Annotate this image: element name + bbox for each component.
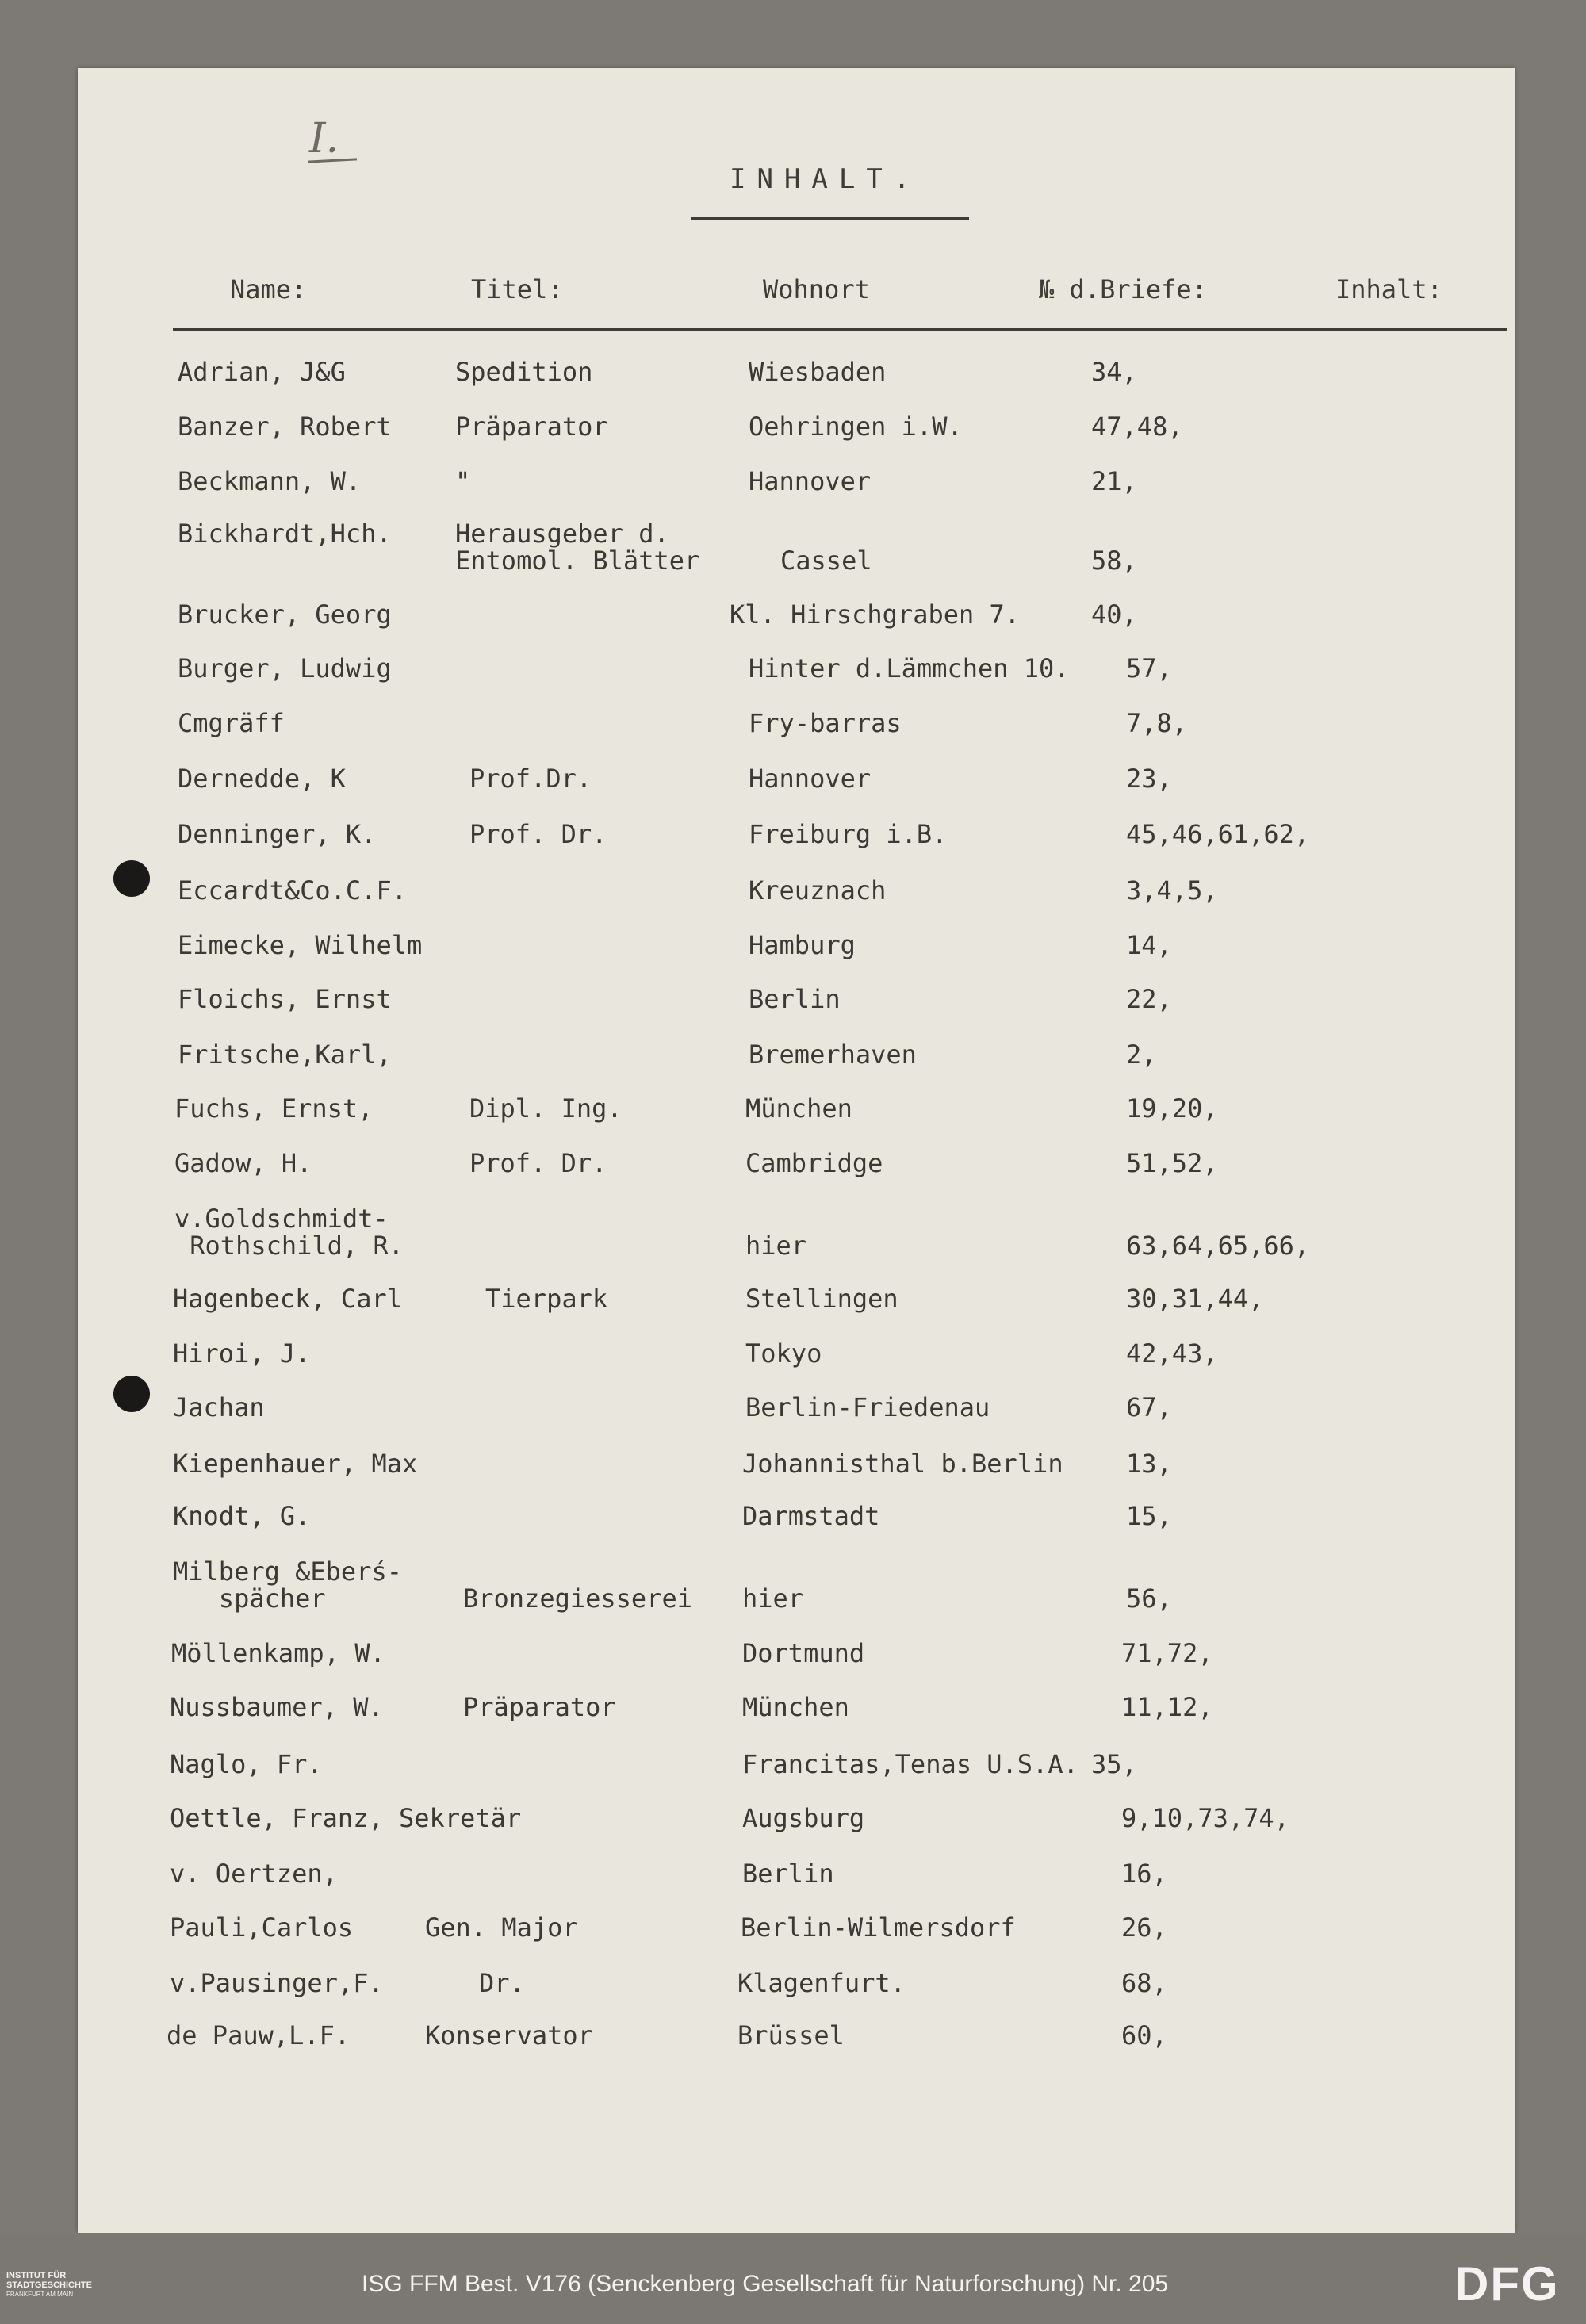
entry-name: Naglo, Fr. bbox=[170, 1749, 323, 1779]
archive-caption: ISG FFM Best. V176 (Senckenberg Gesellschaft für Naturforschung) Nr. 205 bbox=[362, 2271, 1169, 2297]
entry-briefe: 2, bbox=[1126, 1039, 1157, 1070]
entry-briefe: 30,31,44, bbox=[1126, 1284, 1264, 1314]
entry-titel: Tierpark bbox=[485, 1284, 608, 1314]
entry-titel: Dipl. Ing. bbox=[469, 1093, 623, 1124]
entry-name: Jachan bbox=[173, 1392, 265, 1422]
entry-wohnort: Berlin bbox=[742, 1859, 834, 1889]
entry-wohnort: Kreuznach bbox=[749, 875, 887, 905]
entry-titel: " bbox=[455, 466, 471, 496]
entry-briefe: 57, bbox=[1126, 653, 1172, 683]
entry-wohnort: Stellingen bbox=[745, 1284, 898, 1314]
entry-titel: Präparator bbox=[463, 1692, 616, 1722]
entry-name: Banzer, Robert bbox=[178, 412, 392, 442]
entry-wohnort: Hinter d.Lämmchen 10. bbox=[749, 653, 1070, 683]
entry-wohnort: Freiburg i.B. bbox=[749, 819, 948, 849]
entry-wohnort: Brüssel bbox=[737, 2020, 845, 2050]
entry-name: Floichs, Ernst bbox=[178, 984, 392, 1014]
entry-name: Knodt, G. bbox=[173, 1501, 311, 1531]
entry-wohnort: Dortmund bbox=[742, 1638, 865, 1668]
entry-wohnort: Johannisthal b.Berlin bbox=[742, 1449, 1063, 1479]
entry-wohnort: Berlin-Wilmersdorf bbox=[741, 1912, 1016, 1943]
entry-briefe: 13, bbox=[1126, 1449, 1172, 1479]
entry-titel: Präparator bbox=[455, 412, 608, 442]
page-title: INHALT. bbox=[730, 163, 921, 195]
entry-titel: Gen. Major bbox=[425, 1912, 578, 1943]
institution-logo: INSTITUT FÜR STADTGESCHICHTE FRANKFURT AM MAIN bbox=[6, 2271, 92, 2298]
entry-name: Milberg &Eberś- spächer bbox=[173, 1556, 402, 1614]
entry-briefe: 23, bbox=[1126, 764, 1172, 794]
entry-briefe: 22, bbox=[1126, 984, 1172, 1014]
entry-briefe: 56, bbox=[1126, 1583, 1172, 1614]
entry-name: Fritsche,Karl, bbox=[178, 1039, 392, 1070]
entry-briefe: 45,46,61,62, bbox=[1126, 819, 1310, 849]
entry-name: Eimecke, Wilhelm bbox=[178, 930, 423, 960]
title-underline bbox=[691, 217, 969, 220]
column-header-inhalt: Inhalt: bbox=[1335, 274, 1442, 304]
entry-titel: Spedition bbox=[455, 357, 593, 387]
entry-briefe: 51,52, bbox=[1126, 1148, 1218, 1178]
entry-titel: Prof. Dr. bbox=[469, 1148, 607, 1178]
entry-wohnort: Klagenfurt. bbox=[737, 1968, 906, 1998]
entry-wohnort: Tokyo bbox=[745, 1338, 822, 1369]
entry-name: Nussbaumer, W. bbox=[170, 1692, 384, 1722]
entry-wohnort: Hannover bbox=[749, 466, 872, 496]
entry-briefe: 58, bbox=[1091, 546, 1137, 576]
entry-briefe: 34, bbox=[1091, 357, 1137, 387]
entry-briefe: 15, bbox=[1126, 1501, 1172, 1531]
entry-name: Dernedde, K bbox=[178, 764, 346, 794]
entry-name: Bickhardt,Hch. bbox=[178, 519, 392, 549]
entry-wohnort: München bbox=[742, 1692, 849, 1722]
entry-wohnort: Darmstadt bbox=[742, 1501, 880, 1531]
entry-wohnort: Wiesbaden bbox=[749, 357, 887, 387]
entry-briefe: 19,20, bbox=[1126, 1093, 1218, 1124]
entry-name: Hiroi, J. bbox=[173, 1338, 311, 1369]
marginal-note: I. bbox=[309, 115, 339, 163]
entry-name: Fuchs, Ernst, bbox=[174, 1093, 374, 1124]
entry-name: Brucker, Georg bbox=[178, 599, 392, 630]
entry-briefe: 67, bbox=[1126, 1392, 1172, 1422]
entry-wohnort: hier bbox=[745, 1231, 807, 1261]
entry-name: Hagenbeck, Carl bbox=[173, 1284, 402, 1314]
entry-briefe: 60, bbox=[1121, 2020, 1167, 2050]
entry-briefe: 14, bbox=[1126, 930, 1172, 960]
entry-briefe: 9,10,73,74, bbox=[1121, 1803, 1289, 1833]
entry-name: Cmgräff bbox=[178, 708, 285, 738]
header-rule bbox=[173, 328, 1507, 331]
entry-titel: Dr. bbox=[479, 1968, 525, 1998]
entry-name: Adrian, J&G bbox=[178, 357, 346, 387]
entry-titel: Bronzegiesserei bbox=[463, 1583, 692, 1614]
entry-wohnort: Francitas,Tenas U.S.A. bbox=[742, 1749, 1078, 1779]
entry-wohnort: Cambridge bbox=[745, 1148, 883, 1178]
column-header-name: Name: bbox=[230, 274, 307, 304]
entry-briefe: 26, bbox=[1121, 1912, 1167, 1943]
dfg-logo: DFG bbox=[1454, 2257, 1560, 2311]
entry-name: Pauli,Carlos bbox=[170, 1912, 354, 1943]
entry-name: Eccardt&Co.C.F. bbox=[178, 875, 407, 905]
column-header-briefe: № d.Briefe: bbox=[1039, 274, 1207, 304]
entry-briefe: 63,64,65,66, bbox=[1126, 1231, 1310, 1261]
entry-briefe: 68, bbox=[1121, 1968, 1167, 1998]
entry-briefe: 11,12, bbox=[1121, 1692, 1213, 1722]
entry-wohnort: Fry-barras bbox=[749, 708, 902, 738]
entry-briefe: 35, bbox=[1091, 1749, 1137, 1779]
entry-wohnort: hier bbox=[742, 1583, 804, 1614]
entry-wohnort: Hannover bbox=[749, 764, 872, 794]
entry-name: Denninger, K. bbox=[178, 819, 377, 849]
entry-wohnort: Oehringen i.W. bbox=[749, 412, 963, 442]
entry-briefe: 42,43, bbox=[1126, 1338, 1218, 1369]
column-header-titel: Titel: bbox=[471, 274, 563, 304]
entry-name: v. Oertzen, bbox=[170, 1859, 338, 1889]
punch-hole bbox=[113, 1376, 150, 1412]
entry-briefe: 16, bbox=[1121, 1859, 1167, 1889]
entry-wohnort: Berlin bbox=[749, 984, 841, 1014]
entry-name: v.Goldschmidt- Rothschild, R. bbox=[174, 1204, 404, 1261]
entry-titel: Prof.Dr. bbox=[469, 764, 592, 794]
entry-name: Gadow, H. bbox=[174, 1148, 312, 1178]
entry-wohnort: Kl. Hirschgraben 7. bbox=[730, 599, 1021, 630]
entry-briefe: 3,4,5, bbox=[1126, 875, 1218, 905]
entry-name: Möllenkamp, W. bbox=[171, 1638, 385, 1668]
entry-name: Kiepenhauer, Max bbox=[173, 1449, 418, 1479]
entry-name: v.Pausinger,F. bbox=[170, 1968, 384, 1998]
entry-name: de Pauw,L.F. bbox=[167, 2020, 351, 2050]
entry-titel: Konservator bbox=[425, 2020, 593, 2050]
entry-briefe: 71,72, bbox=[1121, 1638, 1213, 1668]
entry-wohnort: Berlin-Friedenau bbox=[745, 1392, 990, 1422]
entry-wohnort: Bremerhaven bbox=[749, 1039, 917, 1070]
punch-hole bbox=[113, 860, 150, 897]
entry-titel: Prof. Dr. bbox=[469, 819, 607, 849]
entry-titel: Herausgeber d. Entomol. Blätter bbox=[455, 519, 700, 576]
column-header-wohnort: Wohnort bbox=[763, 274, 870, 304]
entry-wohnort: München bbox=[745, 1093, 852, 1124]
entry-wohnort: Hamburg bbox=[749, 930, 856, 960]
entry-briefe: 47,48, bbox=[1091, 412, 1183, 442]
entry-wohnort: Cassel bbox=[780, 546, 872, 576]
entry-name: Burger, Ludwig bbox=[178, 653, 392, 683]
entry-wohnort: Augsburg bbox=[742, 1803, 865, 1833]
entry-briefe: 21, bbox=[1091, 466, 1137, 496]
entry-name: Beckmann, W. bbox=[178, 466, 362, 496]
entry-briefe: 7,8, bbox=[1126, 708, 1188, 738]
entry-name: Oettle, Franz, Sekretär bbox=[170, 1803, 522, 1833]
entry-briefe: 40, bbox=[1091, 599, 1137, 630]
